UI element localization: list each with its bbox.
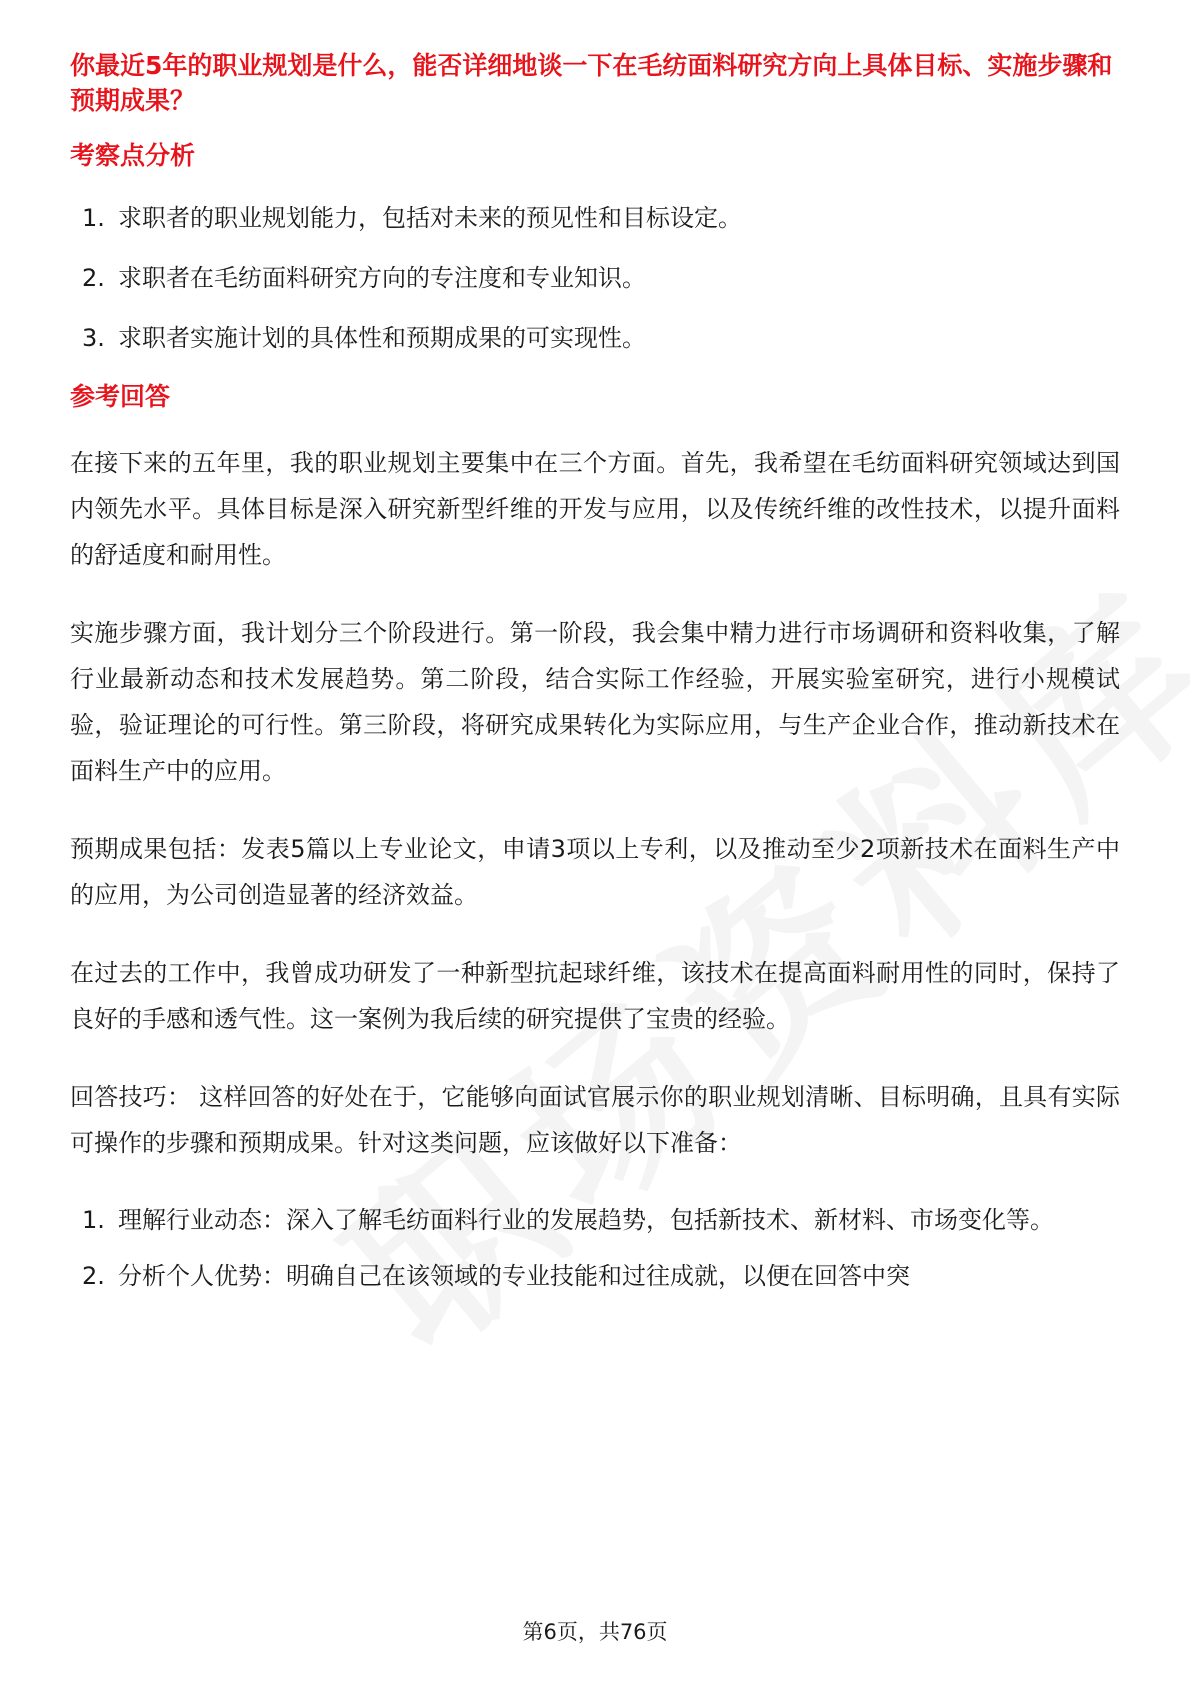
tips-intro-paragraph: 回答技巧： 这样回答的好处在于，它能够向面试官展示你的职业规划清晰、目标明确，且具有实际可操作的步骤和预期成果。针对这类问题，应该做好以下准备： [70,1083,1120,1157]
analysis-heading: 考察点分析 [70,141,196,170]
list-text: 求职者的职业规划能力，包括对未来的预见性和目标设定。 [118,204,742,232]
list-text: 理解行业动态：深入了解毛纺面料行业的发展趋势，包括新技术、新材料、市场变化等。 [118,1206,1054,1234]
question-title: 你最近5年的职业规划是什么，能否详细地谈一下在毛纺面料研究方向上具体目标、实施步骤和预期成果？ [70,51,1113,115]
list-item [70,1254,1120,1298]
list-text: 求职者在毛纺面料研究方向的专注度和专业知识。 [118,264,646,292]
page-number-footer: 第6页，共76页 [522,1620,668,1644]
list-text: 分析个人优势：明确自己在该领域的专业技能和过往成就，以便在回答中突 [118,1262,910,1290]
tips-list [70,1198,1120,1298]
answer-paragraph: 在过去的工作中，我曾成功研发了一种新型抗起球纤维，该技术在提高面料耐用性的同时，保持了良好的手感和透气性。这一案例为我后续的研究提供了宝贵的经验。 [70,959,1120,1033]
list-number: 1. [82,1206,105,1234]
answer-paragraph: 实施步骤方面，我计划分三个阶段进行。第一阶段，我会集中精力进行市场调研和资料收集，了解行业最新动态和技术发展趋势。第二阶段，结合实际工作经验，开展实验室研究，进行小规模试验，验证理论的可行性。第三阶段，将研究成果转化为实际应用，与生产企业合作，推动新技术在面料生产中的应用。 [70,619,1120,785]
list-number: 2. [82,264,105,292]
list-item [70,1198,1120,1242]
analysis-list [70,199,1120,357]
list-item [70,259,1120,297]
list-number: 3. [82,324,105,352]
list-number: 2. [82,1262,105,1290]
list-text: 求职者实施计划的具体性和预期成果的可实现性。 [118,324,646,352]
page-content [70,48,1120,1310]
answer-paragraph: 预期成果包括：发表5篇以上专业论文，申请3项以上专利，以及推动至少2项新技术在面料生产中的应用，为公司创造显著的经济效益。 [70,835,1120,909]
list-item [70,199,1120,237]
list-item [70,319,1120,357]
answer-heading: 参考回答 [70,382,171,411]
answer-paragraph: 在接下来的五年里，我的职业规划主要集中在三个方面。首先，我希望在毛纺面料研究领域达到国内领先水平。具体目标是深入研究新型纤维的开发与应用，以及传统纤维的改性技术，以提升面料的舒适度和耐用性。 [70,449,1120,569]
list-number: 1. [82,204,105,232]
